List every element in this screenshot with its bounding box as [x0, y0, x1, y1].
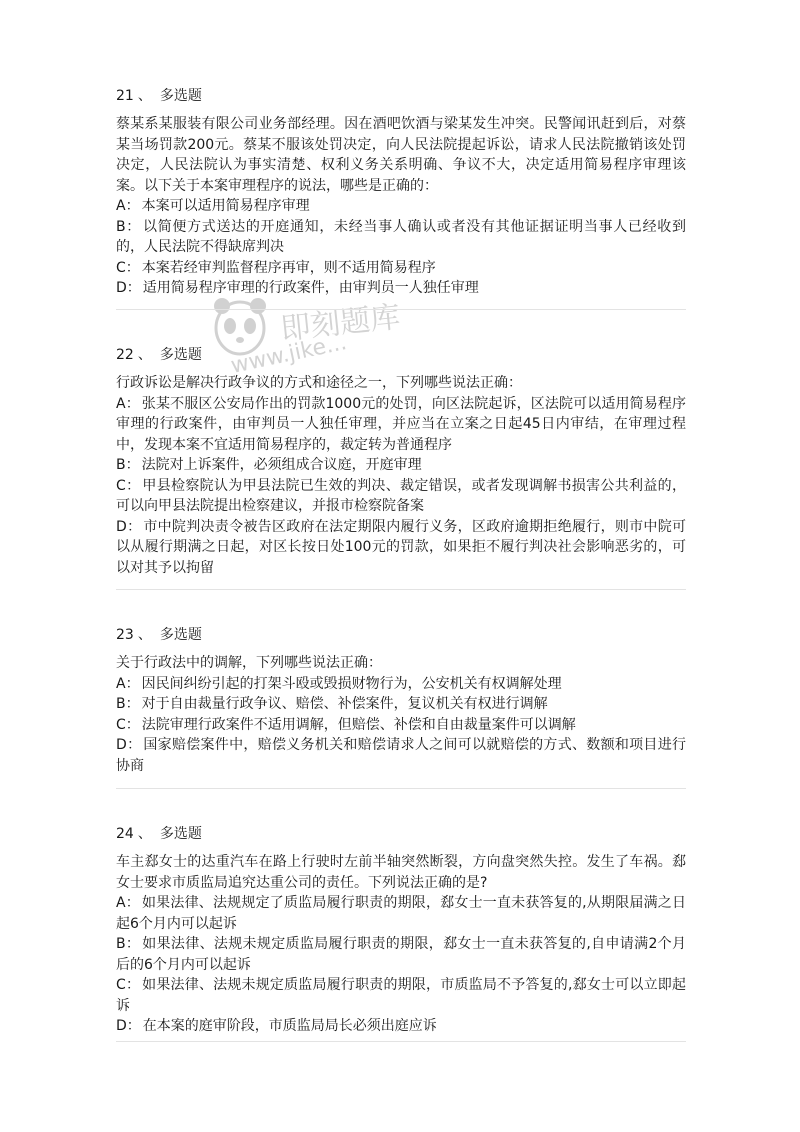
- option-d: [116, 735, 686, 776]
- question-separator: 、: [137, 347, 152, 363]
- option-d: [116, 278, 686, 299]
- option-text: 法院审理行政案件不适用调解，但赔偿、补偿和自由裁量案件可以调解: [141, 716, 576, 733]
- question-header: [116, 824, 686, 844]
- question-stem: 关于行政法中的调解，下列哪些说法正确：: [116, 655, 382, 671]
- question-header: [116, 345, 686, 365]
- option-letter: B：: [116, 457, 140, 473]
- question-number: 21: [116, 88, 134, 104]
- option-a: [116, 196, 686, 217]
- question-divider: [116, 788, 686, 789]
- option-text: 法院对上诉案件，必须组成合议庭，开庭审理: [141, 457, 422, 473]
- question-stem: 行政诉讼是解决行政争议的方式和途径之一，下列哪些说法正确：: [116, 375, 522, 391]
- option-b: [116, 455, 686, 476]
- option-text: 本案可以适用简易程序审理: [141, 198, 310, 214]
- option-d: [116, 1016, 686, 1037]
- question-number: 24: [116, 826, 134, 842]
- question-stem: 车主郄女士的达重汽车在路上行驶时左前半轴突然断裂，方向盘突然失控。发生了车祸。郄女士要求市质监局追究达重公司的责任。下列说法正确的是?: [116, 854, 686, 891]
- option-b: [116, 217, 686, 258]
- option-letter: B：: [116, 696, 140, 712]
- option-a: [116, 394, 686, 456]
- question-body: [116, 653, 686, 776]
- question-type: 多选题: [159, 826, 202, 842]
- option-text: 张某不服区公安局作出的罚款1000元的处罚，向区法院起诉，区法院可以适用简易程序审理的行政案件，由审判员一人独任审理，并应当在立案之日起45日内审结，在审理过程中，发现本案不宜适用简易程序的，裁定转为普通程序: [116, 395, 687, 453]
- question-body: [116, 852, 686, 1037]
- option-letter: C：: [116, 716, 140, 733]
- question-type: 多选题: [159, 347, 202, 363]
- option-text: 市中院判决责令被告区政府在法定期限内履行义务，区政府逾期拒绝履行，则市中院可以从履行期满之日起，对区长按日处100元的罚款，如果拒不履行判决社会影响恶劣的，可以对其予以拘留: [116, 518, 687, 576]
- question-separator: 、: [137, 88, 152, 104]
- option-text: 本案若经审判监督程序再审，则不适用简易程序: [141, 259, 436, 276]
- option-letter: A：: [116, 198, 140, 214]
- question-body: [116, 114, 686, 299]
- option-c: [116, 715, 686, 736]
- option-text: 如果法律、法规未规定质监局履行职责的期限，市质监局不予答复的,郄女士可以立即起诉: [116, 977, 686, 1014]
- question-divider: [116, 309, 686, 310]
- question-24: [116, 824, 686, 1037]
- option-b: [116, 694, 686, 715]
- question-23: [116, 625, 686, 776]
- question-21: [116, 86, 686, 299]
- option-c: [116, 975, 686, 1016]
- option-text: 适用简易程序审理的行政案件，由审判员一人独任审理: [142, 280, 479, 296]
- option-letter: C：: [116, 477, 141, 494]
- option-text: 如果法律、法规规定了质监局履行职责的期限，郄女士一直未获答复的,从期限届满之日起6个月内可以起诉: [116, 895, 687, 932]
- question-separator: 、: [137, 627, 152, 643]
- question-header: [116, 86, 686, 106]
- question-divider: [116, 1041, 686, 1042]
- question-type: 多选题: [159, 88, 202, 104]
- question-header: [116, 625, 686, 645]
- option-letter: B：: [116, 218, 141, 235]
- option-letter: A：: [116, 895, 140, 911]
- question-number: 23: [116, 627, 134, 643]
- option-letter: A：: [116, 675, 140, 692]
- option-letter: C：: [116, 259, 140, 276]
- option-text: 对于自由裁量行政争议、赔偿、补偿案件，复议机关有权进行调解: [141, 696, 548, 712]
- option-letter: B：: [116, 936, 141, 952]
- question-stem: 蔡某系某服装有限公司业务部经理。因在酒吧饮酒与梁某发生冲突。民警闻讯赶到后，对蔡某当场罚款200元。蔡某不服该处罚决定，向人民法院提起诉讼，请求人民法院撤销该处罚决定，人民法院认为事实清楚、权利义务关系明确、争议不大，决定适用简易程序审理该案。以下关于本案审理程序的说法，哪些是正确的：: [116, 116, 686, 194]
- option-letter: D：: [116, 518, 142, 535]
- option-letter: D：: [116, 1018, 141, 1034]
- option-letter: D：: [116, 280, 141, 296]
- option-text: 因民间纠纷引起的打架斗殴或毁损财物行为，公安机关有权调解处理: [141, 675, 562, 692]
- option-letter: C：: [116, 977, 141, 993]
- option-text: 国家赔偿案件中，赔偿义务机关和赔偿请求人之间可以就赔偿的方式、数额和项目进行协商: [116, 737, 687, 774]
- option-text: 甲县检察院认为甲县法院已生效的判决、裁定错误，或者发现调解书损害公共利益的，可以向甲县法院提出检察建议，并报市检察院备案: [116, 477, 686, 514]
- question-separator: 、: [137, 826, 152, 842]
- question-22: [116, 345, 686, 578]
- option-a: [116, 674, 686, 695]
- question-divider: [116, 589, 686, 590]
- option-text: 如果法律、法规未规定质监局履行职责的期限，郄女士一直未获答复的,自申请满2个月后的6个月内可以起诉: [116, 936, 687, 973]
- question-number: 22: [116, 347, 134, 363]
- option-letter: D：: [116, 737, 142, 753]
- option-b: [116, 934, 686, 975]
- option-letter: A：: [116, 395, 140, 412]
- option-a: [116, 893, 686, 934]
- option-c: [116, 258, 686, 279]
- option-d: [116, 517, 686, 579]
- question-type: 多选题: [159, 627, 202, 643]
- option-c: [116, 476, 686, 517]
- watermark-brand: 即刻题库: [278, 299, 402, 348]
- question-body: [116, 373, 686, 578]
- option-text: 以简便方式送达的开庭通知，未经当事人确认或者没有其他证据证明当事人已经收到的，人民法院不得缺席判决: [116, 218, 686, 255]
- option-text: 在本案的庭审阶段，市质监局局长必须出庭应诉: [142, 1018, 437, 1034]
- watermark-url: www.jike...: [228, 330, 349, 379]
